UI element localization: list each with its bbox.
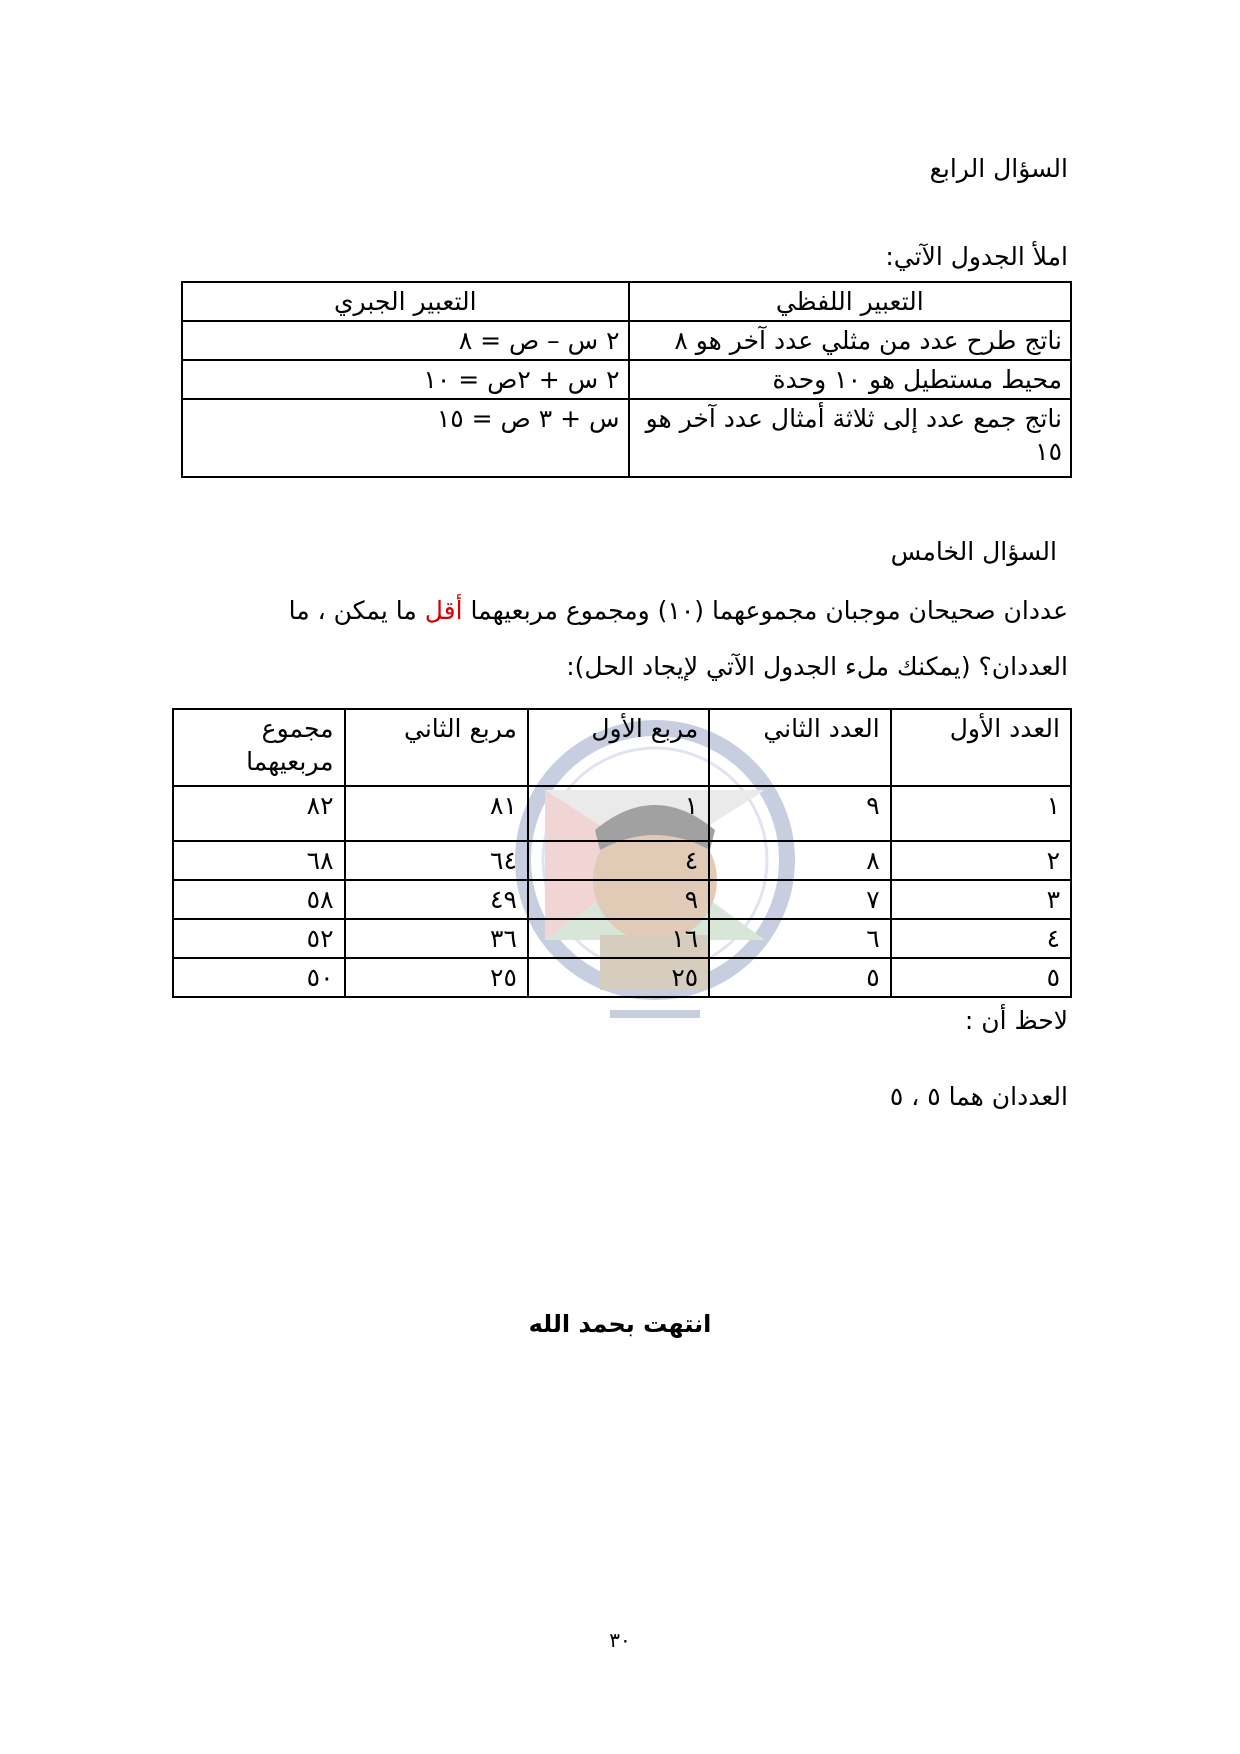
- cell-second-square: ٨١: [345, 786, 528, 841]
- header-verbal: التعبير اللفظي: [629, 282, 1071, 321]
- header-sum-of-squares: مجموع مربعيهما: [173, 709, 345, 786]
- table-row: [182, 321, 1071, 360]
- answer-text: العددان هما ٥ ، ٥: [889, 1082, 1068, 1111]
- cell-first-square: ١٦: [528, 919, 709, 958]
- cell-second-square: ٦٤: [345, 841, 528, 880]
- table-row: [173, 880, 1071, 919]
- table-header-row: [173, 709, 1071, 786]
- cell-second: ٧: [709, 880, 890, 919]
- cell-second-square: ٣٦: [345, 919, 528, 958]
- cell-first-square: ٢٥: [528, 958, 709, 997]
- q4-instruction: املأ الجدول الآتي:: [885, 242, 1068, 271]
- cell-first-square: ١: [528, 786, 709, 841]
- cell-first: ١: [891, 786, 1071, 841]
- cell-second: ٥: [709, 958, 890, 997]
- cell-second: ٦: [709, 919, 890, 958]
- table-row: [182, 360, 1071, 399]
- note-label: لاحظ أن :: [964, 1006, 1068, 1035]
- closing-text: انتهت بحمد الله: [528, 1310, 712, 1338]
- cell-sum-squares: ٨٢: [173, 786, 345, 841]
- cell-sum-squares: ٥٠: [173, 958, 345, 997]
- cell-second-square: ٤٩: [345, 880, 528, 919]
- cell-algebraic: ٢ س – ص = ٨: [182, 321, 629, 360]
- cell-first: ٢: [891, 841, 1071, 880]
- q4-title: السؤال الرابع: [929, 154, 1068, 183]
- cell-sum-squares: ٥٢: [173, 919, 345, 958]
- table-row: [173, 841, 1071, 880]
- cell-second-square: ٢٥: [345, 958, 528, 997]
- q5-table: [172, 708, 1072, 998]
- cell-first: ٥: [891, 958, 1071, 997]
- cell-verbal: ناتج طرح عدد من مثلي عدد آخر هو ٨: [629, 321, 1071, 360]
- cell-verbal: ناتج جمع عدد إلى ثلاثة أمثال عدد آخر هو ١٥: [629, 399, 1071, 477]
- header-first-number: العدد الأول: [891, 709, 1071, 786]
- cell-verbal: محيط مستطيل هو ١٠ وحدة: [629, 360, 1071, 399]
- cell-second: ٨: [709, 841, 890, 880]
- cell-algebraic: س + ٣ ص = ١٥: [182, 399, 629, 477]
- table-header-row: [182, 282, 1071, 321]
- table-row: [173, 786, 1071, 841]
- cell-sum-squares: ٥٨: [173, 880, 345, 919]
- header-algebraic: التعبير الجبري: [182, 282, 629, 321]
- cell-first: ٤: [891, 919, 1071, 958]
- q5-problem-line2: العددان؟ (يمكنك ملء الجدول الآتي لإيجاد الحل):: [566, 652, 1068, 681]
- cell-first: ٣: [891, 880, 1071, 919]
- q4-table: [181, 281, 1072, 478]
- header-second-square: مربع الثاني: [345, 709, 528, 786]
- header-first-square: مربع الأول: [528, 709, 709, 786]
- table-row: [173, 958, 1071, 997]
- cell-sum-squares: ٦٨: [173, 841, 345, 880]
- q5-title: السؤال الخامس: [890, 537, 1057, 566]
- q5-problem-line1: [289, 594, 1068, 628]
- cell-second: ٩: [709, 786, 890, 841]
- header-second-number: العدد الثاني: [709, 709, 890, 786]
- table-row: [173, 919, 1071, 958]
- problem-text-a: عددان صحيحان موجبان مجموعهما (١٠) ومجموع مربعيهما: [462, 596, 1068, 625]
- cell-algebraic: ٢ س + ٢ص = ١٠: [182, 360, 629, 399]
- page-number: ٣٠: [609, 1628, 631, 1652]
- table-row: [182, 399, 1071, 477]
- problem-text-b: ما يمكن ، ما: [288, 596, 425, 625]
- cell-first-square: ٩: [528, 880, 709, 919]
- cell-first-square: ٤: [528, 841, 709, 880]
- problem-highlight: أقل: [424, 596, 463, 625]
